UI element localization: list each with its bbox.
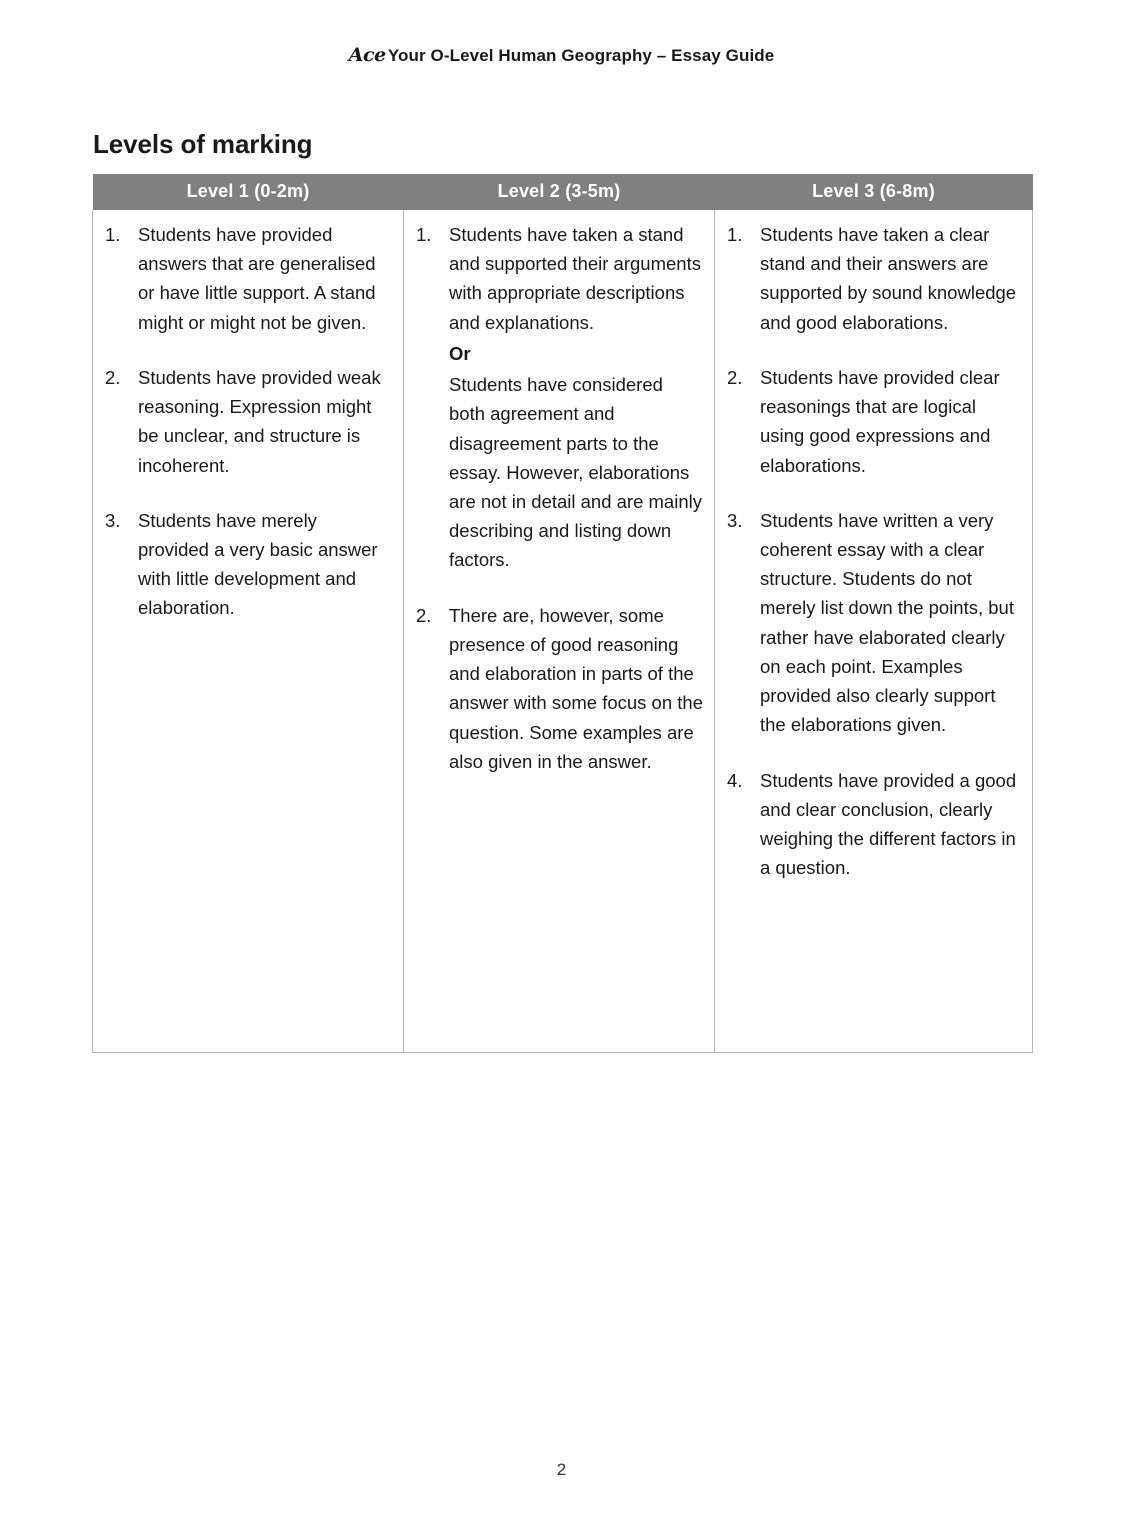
cell-level-1 — [93, 210, 404, 1053]
criteria-list-level-3 — [723, 220, 1022, 882]
cell-level-3 — [715, 210, 1033, 1053]
list-item-text: Students have taken a clear stand and their answers are supported by sound knowledge and good elaborations. — [760, 224, 1017, 333]
table-body — [93, 210, 1033, 1053]
list-item — [723, 766, 1022, 883]
list-item — [723, 220, 1022, 337]
list-item-number: 3. — [727, 509, 743, 531]
list-item — [412, 220, 704, 575]
page-number: 2 — [556, 1460, 567, 1479]
column-header-level-2: Level 2 (3-5m) — [404, 174, 715, 210]
criteria-list-level-1 — [101, 220, 393, 623]
list-item-text: Students have written a very coherent essay with a clear structure. Students do not merely list down the points, but rather have elaborated clearly on each point. Examples provided also clearly support the elaborations given. — [760, 509, 1014, 736]
levels-of-marking-table — [92, 174, 1033, 1053]
list-item-text: Students have provided a good and clear conclusion, clearly weighing the different factors in a question. — [760, 769, 1017, 879]
table-row — [93, 210, 1033, 1053]
list-item — [723, 363, 1022, 480]
list-item-text: Students have merely provided a very basic answer with little development and elaboration. — [138, 509, 378, 619]
column-header-level-1: Level 1 (0-2m) — [93, 174, 404, 210]
running-header — [0, 44, 1123, 66]
page-title: Levels of marking — [93, 129, 313, 160]
list-item-number: 2. — [105, 366, 121, 388]
running-header-text: Your O-Level Human Geography – Essay Guide — [387, 46, 775, 65]
list-item-number: 3. — [105, 509, 121, 531]
list-item-text: Students have provided weak reasoning. Expression might be unclear, and structure is incoherent. — [138, 366, 381, 476]
list-item-text: Students have taken a stand and supported their arguments with appropriate descriptions and explanations. — [449, 224, 701, 333]
list-item-text: There are, however, some presence of good reasoning and elaboration in parts of the answer with some focus on the question. Some examples are also given in the answer. — [449, 604, 703, 772]
alternative-label: Or — [449, 342, 471, 364]
column-header-level-3: Level 3 (6-8m) — [715, 174, 1033, 210]
list-item-text: Students have provided clear reasonings that are logical using good expressions and elaborations. — [760, 366, 1000, 476]
cell-level-2 — [404, 210, 715, 1053]
table-header-row — [93, 174, 1033, 210]
list-item-number: 1. — [105, 224, 121, 245]
list-item-number: 1. — [727, 224, 743, 245]
list-item — [723, 506, 1022, 740]
list-item-number: 4. — [727, 769, 743, 791]
list-item — [101, 506, 393, 623]
brand-wordmark: Ace — [348, 44, 386, 66]
list-item-number: 2. — [416, 604, 432, 626]
list-item-text: Students have provided answers that are generalised or have little support. A stand might or might not be given. — [138, 224, 376, 333]
list-item — [101, 220, 393, 337]
alternative-text: Students have considered both agreement and disagreement parts to the essay. However, elaborations are not in detail and are mainly describing and listing down factors. — [449, 374, 702, 571]
list-item — [412, 601, 704, 776]
list-item-number: 2. — [727, 366, 743, 388]
list-item — [101, 363, 393, 480]
criteria-list-level-2 — [412, 220, 704, 776]
list-item-number: 1. — [416, 224, 432, 245]
